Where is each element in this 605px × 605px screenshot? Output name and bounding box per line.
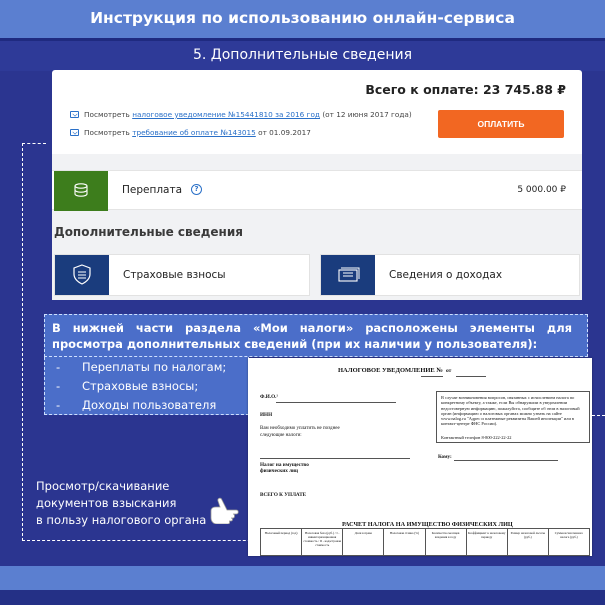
doc-underline [456, 376, 486, 377]
doc-property-tax-2: физических лиц [260, 468, 299, 474]
slide-subtitle: 5. Дополнительные сведения [193, 47, 412, 63]
doc-pay-text: Вам необходимо уплатить не позднее [260, 426, 340, 431]
taxes-card [52, 70, 582, 300]
tile-icon-box [321, 255, 375, 295]
tile-label: Страховые взносы [123, 269, 226, 281]
doc-table-header: Налоговая база (руб.) / I - инвентаризационная стоимость / II - кадастровая стоимость [302, 529, 343, 555]
doc-title: НАЛОГОВОЕ УВЕДОМЛЕНИЕ № [338, 367, 443, 374]
shield-icon [55, 255, 109, 295]
additional-info-heading: Дополнительные сведения [54, 225, 243, 239]
tile-label: Сведения о доходах [389, 269, 503, 281]
footer-edge [0, 590, 605, 605]
doc-to: Кому: [438, 454, 452, 460]
doc-underline [454, 460, 558, 461]
overpayment-label: Переплата [122, 184, 183, 196]
doc-total: ВСЕГО К УПЛАТЕ [260, 492, 307, 498]
doc-info-text: В случае возникновения вопросов, связанных с исчислением налога по конкретному объекту, а также, если Вы обнаружили в уведомлении недостоверную информацию, пожалуйста, сообщите об этом в налоговый орган (информацию о налоговых органах можно узнать на сайте www.nalog.ru "Адрес и платежные реквизиты Вашей инспекции" или в контакт-центре ФНС России). [441, 395, 580, 427]
doc-table-header: Коэффициент к налоговому периоду [467, 529, 508, 555]
doc-table-header: Налоговая ставка (%) [384, 529, 425, 555]
tile-icon-box [55, 255, 109, 295]
doc-table-header: Налоговый период (год) [261, 529, 302, 555]
tax-notice-document [248, 358, 592, 556]
doc-table-header: Сумма исчисленного налога (руб.) [554, 531, 584, 539]
doc-underline [276, 402, 396, 403]
doc-table-header: Размер налоговой льготы (руб.) [508, 529, 549, 555]
money-icon [321, 255, 375, 295]
overpayment-amount: 5 000.00 ₽ [517, 185, 566, 195]
coins-icon [54, 171, 108, 211]
doc-info-box [436, 391, 590, 443]
note-line-1: В нижней части раздела «Мои налоги» расположены элементы для [52, 321, 572, 335]
overpayment-row[interactable] [52, 170, 582, 210]
doc-date-label: от [446, 368, 452, 374]
total-to-pay: Всего к оплате: 23 745.88 ₽ [365, 82, 566, 97]
doc-pay-text-2: следующие налоги: [260, 433, 302, 438]
doc-table-header: Доля в праве [343, 529, 384, 555]
slide-title: Инструкция по использованию онлайн-сервиса [90, 9, 515, 27]
bullet-item: - Страховые взносы; [56, 379, 199, 393]
payment-demand-link[interactable]: требование об оплате №143015 [132, 128, 256, 137]
bullet-item: - Переплаты по налогам; [56, 360, 227, 374]
side-caption-line: документов взыскания [36, 496, 177, 510]
overpayment-tile [54, 171, 108, 211]
doc-table-header: Количество месяцев владения в году [426, 529, 467, 555]
dashed-connector-right [592, 415, 605, 416]
doc-fio: Ф.И.О.¹ [260, 394, 278, 400]
envelope-icon [70, 129, 79, 136]
doc-tax-table [260, 528, 590, 556]
doc-property-tax: Налог на имущество [260, 462, 309, 468]
dashed-connector-top [22, 143, 46, 144]
doc-underline [421, 376, 443, 377]
demand-link-row: Посмотреть требование об оплате №143015 от 01.09.2017 [70, 128, 311, 137]
doc-underline [260, 458, 410, 459]
footer-band [0, 566, 605, 590]
doc-table-title: РАСЧЕТ НАЛОГА НА ИМУЩЕСТВО ФИЗИЧЕСКИХ ЛИЦ [342, 521, 513, 528]
tax-notice-link[interactable]: налоговое уведомление №15441810 за 2016 год [132, 110, 320, 119]
income-info-tile[interactable] [320, 254, 580, 296]
side-caption-line: Просмотр/скачивание [36, 479, 170, 493]
notice-link-row: Посмотреть налоговое уведомление №15441810 за 2016 год (от 12 июня 2017 года) [70, 110, 412, 119]
doc-inn: ИНН [260, 412, 273, 418]
insurance-contributions-tile[interactable] [54, 254, 310, 296]
bullet-item: - Доходы пользователя [56, 398, 217, 412]
info-icon[interactable]: ? [191, 184, 202, 195]
pointing-hand-icon [208, 494, 242, 524]
envelope-icon [70, 111, 79, 118]
note-line-2: просмотра дополнительных сведений (при их наличии у пользователя): [52, 337, 538, 351]
side-caption-line: в пользу налогового органа [36, 513, 207, 527]
pay-button[interactable]: ОПЛАТИТЬ [438, 110, 564, 138]
doc-phone: Контактный телефон 8-800-222-22-22 [441, 435, 512, 440]
